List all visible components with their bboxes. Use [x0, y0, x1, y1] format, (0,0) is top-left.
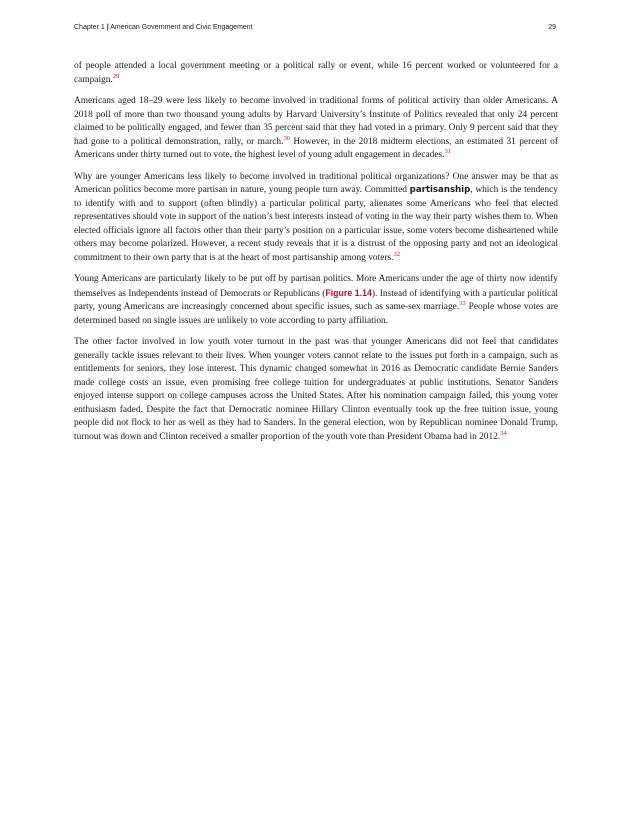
key-term-partisanship: partisanship	[409, 185, 471, 195]
footnote-link-32[interactable]: 32	[393, 250, 401, 258]
footnote-link-31[interactable]: 31	[444, 147, 452, 155]
footnote-link-33[interactable]: 33	[459, 299, 466, 307]
paragraph-3	[74, 171, 558, 266]
page-number: 29	[548, 24, 556, 31]
paragraph-text: of people attended a local government meeting or a political rally or event, while 16 percent worked or volunteered for a campaign.	[74, 61, 558, 85]
paragraph-text: People whose votes are determined based on single issues are unlikely to vote according to party affiliation.	[74, 302, 558, 326]
paragraph-1	[74, 60, 558, 87]
paragraph-text: , which is the tendency to identify with and to support (often blindly) a particular political party, alienates some Americans who feel that elected representatives should vote in support of the nation’s best interests instead of voting in the way their party wishes them to. When elected officials ignore all factors other than their party’s position on a particular issue, some voters become disheartened while others may become polarized. However, a recent study reveals that it is a distrust of the opposing party and not an ideological commitment to their own party that is at the heart of most partisanship among voters.	[74, 185, 558, 263]
footnote-link-34[interactable]: 34	[500, 429, 507, 437]
paragraph-2	[74, 95, 558, 163]
running-header	[74, 24, 556, 38]
paragraph-text: Why are younger Americans less likely to become involved in traditional political organizations? One answer may be that as American politics become more partisan in nature, young people turn away. Committed	[74, 171, 558, 195]
footnote-link-29[interactable]: 29	[112, 72, 120, 80]
paragraph-5	[74, 336, 558, 444]
paragraph-text: However, in the 2018 midterm elections, an estimated 31 percent of Americans under thirty turned out to vote, the highest level of young adult engagement in decades.	[74, 136, 558, 160]
paragraph-4	[74, 273, 558, 328]
paragraph-text: Young Americans are particularly likely to be put off by partisan politics. More Americans under the age of thirty now identify themselves as Independents instead of Democrats or Republicans (	[74, 274, 558, 299]
chapter-heading	[74, 24, 253, 31]
chapter-number: Chapter 1	[74, 24, 105, 31]
header-separator: |	[106, 24, 109, 31]
footnote-link-30[interactable]: 30	[283, 134, 291, 142]
body-text	[74, 60, 558, 452]
figure-reference-link[interactable]: Figure 1.14	[325, 287, 372, 298]
chapter-title: American Government and Civic Engagement	[110, 24, 253, 31]
paragraph-text: ). Instead of identifying with a particular political party, young Americans are increasingly concerned about specific issues, such as same-sex marriage.	[74, 288, 559, 312]
paragraph-text: The other factor involved in low youth voter turnout in the past was that younger Americans did not feel that candidates generally tackle issues relevant to their lives. When younger voters cannot relate to the issues put forth in a campaign, such as entitlements for seniors, they lose interest. This dynamic changed somewhat in 2016 as Democratic candidate Bernie Sanders made college costs an issue, even promising free college tuition for undergraduates at public institutions. Senator Sanders enjoyed intense support on college campuses across the United States. After his nomination campaign failed, this young voter enthusiasm faded. Despite the fact that Democratic nominee Hillary Clinton eventually took up the free tuition issue, young people did not flock to her as well as they had to Sanders. In the general election, won by Republican nominee Donald Trump, turnout was down and Clinton received a smaller proportion of the youth vote than President Obama had in 2012.	[74, 337, 558, 442]
paragraph-text: Americans aged 18–29 were less likely to become involved in traditional forms of political activity than older Americans. A 2018 poll of more than two thousand young adults by Harvard University’s Institute of Politics revealed that only 24 percent claimed to be politically engaged, and fewer than 35 percent said that they had voted in a primary. Only 9 percent said that they had gone to a political demonstration, rally, or march.	[74, 96, 558, 147]
